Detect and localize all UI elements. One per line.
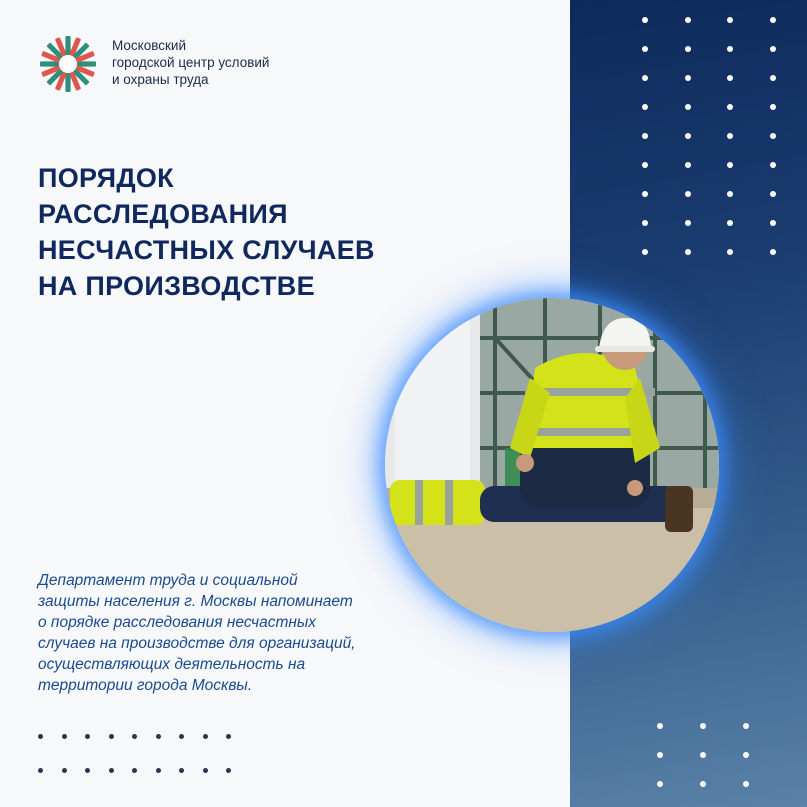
decor-dot: [770, 46, 776, 52]
decor-dot: [685, 133, 691, 139]
description-line: осуществляющих деятельность на: [38, 656, 306, 673]
decor-dot: [657, 781, 663, 787]
decor-dot: [743, 752, 749, 758]
decor-dot: [226, 734, 231, 739]
organization-name: [112, 37, 332, 88]
decor-dot: [657, 723, 663, 729]
logo-ray: [65, 36, 70, 55]
decor-dot: [156, 734, 161, 739]
description-line: случаев на производстве для организаций,: [38, 635, 356, 652]
decor-dot: [743, 723, 749, 729]
decor-dot: [685, 17, 691, 23]
decor-dot: [727, 162, 733, 168]
decor-dot: [657, 752, 663, 758]
decor-dot: [727, 17, 733, 23]
decor-dot: [179, 768, 184, 773]
decor-dot: [685, 46, 691, 52]
decor-dot: [770, 17, 776, 23]
decor-dot: [226, 768, 231, 773]
organization-name-line: и охраны труда: [112, 72, 209, 87]
decor-dot: [727, 46, 733, 52]
decor-dot: [770, 191, 776, 197]
logo-ray: [77, 61, 96, 66]
page-title: [38, 160, 375, 304]
decor-dot: [685, 162, 691, 168]
decor-dot: [109, 734, 114, 739]
decor-dot: [685, 75, 691, 81]
description-line: о порядке расследования несчастных: [38, 614, 317, 631]
decor-dot: [642, 104, 648, 110]
decor-dot: [85, 734, 90, 739]
title-line: РАССЛЕДОВАНИЯ: [38, 199, 288, 229]
decor-dot: [685, 249, 691, 255]
title-line: НЕСЧАСТНЫХ СЛУЧАЕВ: [38, 235, 375, 265]
decor-dot: [685, 104, 691, 110]
decor-dot: [770, 133, 776, 139]
decor-dot: [727, 191, 733, 197]
decor-dot: [38, 734, 43, 739]
decor-dot: [685, 220, 691, 226]
decor-dot: [85, 768, 90, 773]
decor-dot: [642, 249, 648, 255]
decor-dot: [132, 734, 137, 739]
decor-dot: [700, 723, 706, 729]
decor-dot: [727, 133, 733, 139]
decor-dot: [203, 768, 208, 773]
logo-ray: [65, 73, 70, 92]
decor-dot: [727, 220, 733, 226]
decor-dot: [685, 191, 691, 197]
decor-dot: [642, 191, 648, 197]
decor-dot: [132, 768, 137, 773]
title-line: НА ПРОИЗВОДСТВЕ: [38, 271, 315, 301]
decor-dot: [109, 768, 114, 773]
logo-ray: [40, 61, 59, 66]
decor-dot: [642, 162, 648, 168]
decor-dot: [743, 781, 749, 787]
description-line: Департамент труда и социальной: [38, 572, 298, 589]
decor-dot: [770, 162, 776, 168]
decor-dot: [727, 104, 733, 110]
decor-dot: [179, 734, 184, 739]
decor-dot: [642, 220, 648, 226]
description-text: [38, 570, 438, 696]
logo-icon: [38, 34, 98, 94]
decor-dot: [203, 734, 208, 739]
decor-dot: [62, 734, 67, 739]
organization-name-line: городской центр условий: [112, 55, 270, 70]
decor-dot: [700, 781, 706, 787]
description-line: территории города Москвы.: [38, 677, 253, 694]
decor-dot: [156, 768, 161, 773]
title-line: ПОРЯДОК: [38, 163, 174, 193]
decor-dot: [642, 133, 648, 139]
decor-dot: [727, 75, 733, 81]
decor-dot: [62, 768, 67, 773]
decor-dot: [642, 46, 648, 52]
decor-dot: [770, 75, 776, 81]
decor-dot: [700, 752, 706, 758]
decor-dot: [642, 17, 648, 23]
decor-dot: [38, 768, 43, 773]
decor-dot: [770, 104, 776, 110]
decor-dot: [642, 75, 648, 81]
decor-dot: [770, 249, 776, 255]
organization-name-line: Московский: [112, 38, 186, 53]
decor-dot: [770, 220, 776, 226]
description-line: защиты населения г. Москвы напоминает: [38, 593, 353, 610]
decor-dot: [727, 249, 733, 255]
